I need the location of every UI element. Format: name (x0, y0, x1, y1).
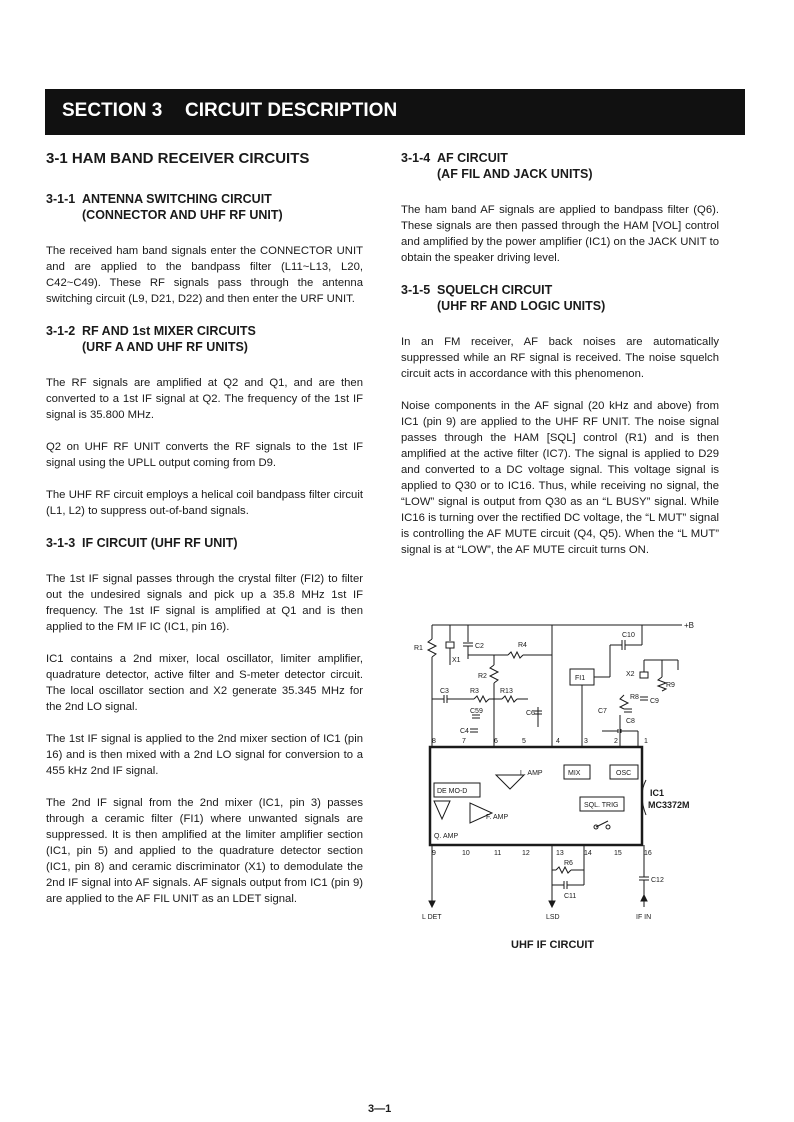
paragraph: The 1st IF signal passes through the crystal filter (FI2) to filter out the undesired signals and pick up a 35.8 MHz 1st IF frequency. The 1st IF signal is amplified at Q1 and is then applied to the FM IF IC (IC1, pin 16). (46, 573, 363, 633)
ic1-part-number: MC3372M (648, 800, 690, 810)
block-demod-label: DE MO-D (437, 788, 468, 795)
label-c3: C3 (440, 688, 449, 695)
block-lamp-label: L. AMP (520, 770, 543, 777)
label-fi1: FI1 (575, 675, 586, 682)
paragraph: The 2nd IF signal from the 2nd mixer (IC1, pin 3) passes through a ceramic filter (FI1) where unwanted signals are suppressed. It is then amplified at the limiter amplifier section (IC1, pin 5) and applied to the quadrature detector section (IC1, pin 8) and ceramic discriminator (X1) to demodulate the 2nd IF signal into AF signals. AF signals output from IC1 (pin 9) are applied to the AF FIL UNIT as an LDET signal. (46, 797, 363, 905)
lsd-arrow (549, 901, 555, 907)
ifin-arrow (641, 895, 647, 901)
paragraph: The received ham band signals enter the CONNECTOR UNIT and are applied to the bandpass filter (L11~L13, L20, C42~C49). These RF signals pass through the antenna switching circuit (L9, D21, D22) and then enter the URF UNIT. (46, 245, 363, 305)
pin-14: 14 (584, 850, 592, 857)
section-af-circuit (401, 150, 719, 266)
pin-8: 8 (432, 738, 436, 745)
pin-3: 3 (584, 738, 588, 745)
pin-6: 6 (494, 738, 498, 745)
section-antenna-switching (46, 191, 363, 307)
pin-5: 5 (522, 738, 526, 745)
section-heading: 3-1-5 SQUELCH CIRCUIT (UHF RF AND LOGIC UNITS) (401, 283, 606, 313)
limiter-amp-symbol (496, 775, 524, 789)
paragraph: Q2 on UHF RF UNIT converts the RF signals to the 1st IF signal using the UPLL output coming from D9. (46, 441, 363, 469)
section-heading: 3-1-4 AF CIRCUIT (AF FIL AND JACK UNITS) (401, 151, 593, 181)
block-famp-label: F. AMP (486, 814, 509, 821)
resistor-r9 (658, 677, 666, 691)
ic1-outline (430, 747, 642, 845)
figure-caption: UHF IF CIRCUIT (511, 939, 595, 951)
label-r8: R8 (630, 694, 639, 701)
uhf-if-circuit-schematic (410, 615, 710, 925)
pin-16: 16 (644, 850, 652, 857)
pin-10: 10 (462, 850, 470, 857)
label-r2: R2 (478, 673, 487, 680)
pin-4: 4 (556, 738, 560, 745)
paragraph: The 1st IF signal is applied to the 2nd mixer section of IC1 (pin 16) and is then mixed with a 2nd LO signal for conversion to a 455 kHz 2nd IF signal. (46, 733, 363, 777)
pin-13: 13 (556, 850, 564, 857)
section-heading: 3-1-1 ANTENNA SWITCHING CIRCUIT (CONNECTOR AND UHF RF UNIT) (46, 192, 283, 222)
ifin-label: IF IN (636, 914, 652, 921)
paragraph: IC1 contains a 2nd mixer, local oscillator, limiter amplifier, quadrature detector, active filter and S-meter detector circuit. The local oscillator section and X2 generate 35.345 MHz for the 2nd LO signal. (46, 653, 363, 713)
label-c10: C10 (622, 632, 635, 639)
label-r1: R1 (414, 645, 423, 652)
ldet-label: L DET (422, 914, 442, 921)
label-r9: R9 (666, 682, 675, 689)
resistor-r13 (502, 696, 517, 702)
label-c12: C12 (651, 877, 664, 884)
section-number: SECTION 3 (62, 100, 163, 121)
paragraph: Noise components in the AF signal (20 kHz and above) from IC1 (pin 9) are applied to the UHF RF UNIT. The noise signal passes through the HAM [SQL] control (R1) and is then amplified at the active filter (IC7). The signal is applied to D29 and converted to a DC voltage signal. This voltage signal is applied to Q30 or to IC16. Thus, while receiving no signal, the “LOW” signal is output from Q30 as an “L BUSY” signal. While IC16 is turning over the rectified DC voltage, the “L MUT” signal is controlling the AF MUTE circuit (Q4, Q5). When the “L MUT” signal is at “LOW”, the AF MUTE circuit turns ON. (401, 400, 719, 556)
section-rf-mixer (46, 323, 363, 519)
pin-2: 2 (614, 738, 618, 745)
block-osc-label: OSC (616, 770, 632, 777)
label-c6: C6 (526, 710, 535, 717)
resistor-r1 (428, 639, 436, 657)
switch-contact (606, 825, 610, 829)
section-title: CIRCUIT DESCRIPTION (185, 100, 398, 121)
ldet-arrow (429, 901, 435, 907)
paragraph: In an FM receiver, AF back noises are automatically suppressed while an RF signal is received. The noise squelch circuit acts in accordance with this phenomenon. (401, 336, 719, 380)
block-mix-label: MIX (568, 770, 581, 777)
label-r4: R4 (518, 642, 527, 649)
pin-12: 12 (522, 850, 530, 857)
label-c59: C59 (470, 708, 483, 715)
lsd-label: LSD (546, 914, 560, 921)
right-column (401, 150, 719, 574)
crystal-x2 (640, 672, 648, 678)
supply-label: +B (684, 621, 695, 630)
label-c8: C8 (626, 718, 635, 725)
resistor-r3 (474, 696, 489, 702)
label-c7: C7 (598, 708, 607, 715)
section-if-circuit (46, 535, 363, 907)
left-column (46, 150, 363, 923)
pin-11: 11 (494, 850, 502, 857)
pin-9: 9 (432, 850, 436, 857)
ic1-label: IC1 (650, 788, 665, 798)
label-c9: C9 (650, 698, 659, 705)
label-c11: C11 (564, 893, 577, 900)
label-x1: X1 (452, 657, 461, 664)
label-x2: X2 (626, 671, 635, 678)
q-amp-symbol (434, 801, 450, 819)
resistor-r6 (556, 867, 571, 873)
section-heading: 3-1-2 RF AND 1st MIXER CIRCUITS (URF A AND UHF RF UNITS) (46, 324, 256, 354)
block-qamp-label: Q. AMP (434, 833, 459, 840)
label-r3: R3 (470, 688, 479, 695)
label-r13: R13 (500, 688, 513, 695)
page-number: 3—1 (368, 1103, 392, 1115)
resistor-r4 (508, 652, 523, 658)
section-banner (45, 89, 745, 135)
pin-15: 15 (614, 850, 622, 857)
paragraph: The UHF RF circuit employs a helical coil bandpass filter circuit (L1, L2) to suppress out-of-band signals. (46, 489, 363, 517)
section-squelch (401, 282, 719, 558)
crystal-x1 (446, 642, 454, 648)
pin-7: 7 (462, 738, 466, 745)
resistor-r8 (620, 695, 628, 709)
chapter-heading: 3-1 HAM BAND RECEIVER CIRCUITS (46, 150, 310, 167)
label-r6: R6 (564, 860, 573, 867)
paragraph: The ham band AF signals are applied to bandpass filter (Q6). These signals are then passed through the HAM [VOL] control and amplified by the power amplifier (IC1) on the JACK UNIT to obtain the speaker driving level. (401, 204, 719, 264)
pin-1: 1 (644, 738, 648, 745)
label-c2: C2 (475, 643, 484, 650)
resistor-r2 (490, 665, 498, 683)
block-sql-trig-label: SQL. TRIG (584, 802, 619, 809)
label-c4: C4 (460, 728, 469, 735)
section-heading: 3-1-3 IF CIRCUIT (UHF RF UNIT) (46, 536, 238, 550)
paragraph: The RF signals are amplified at Q2 and Q1, and are then converted to a 1st IF signal at Q2. The frequency of the 1st IF signal is 35.800 MHz. (46, 377, 363, 421)
